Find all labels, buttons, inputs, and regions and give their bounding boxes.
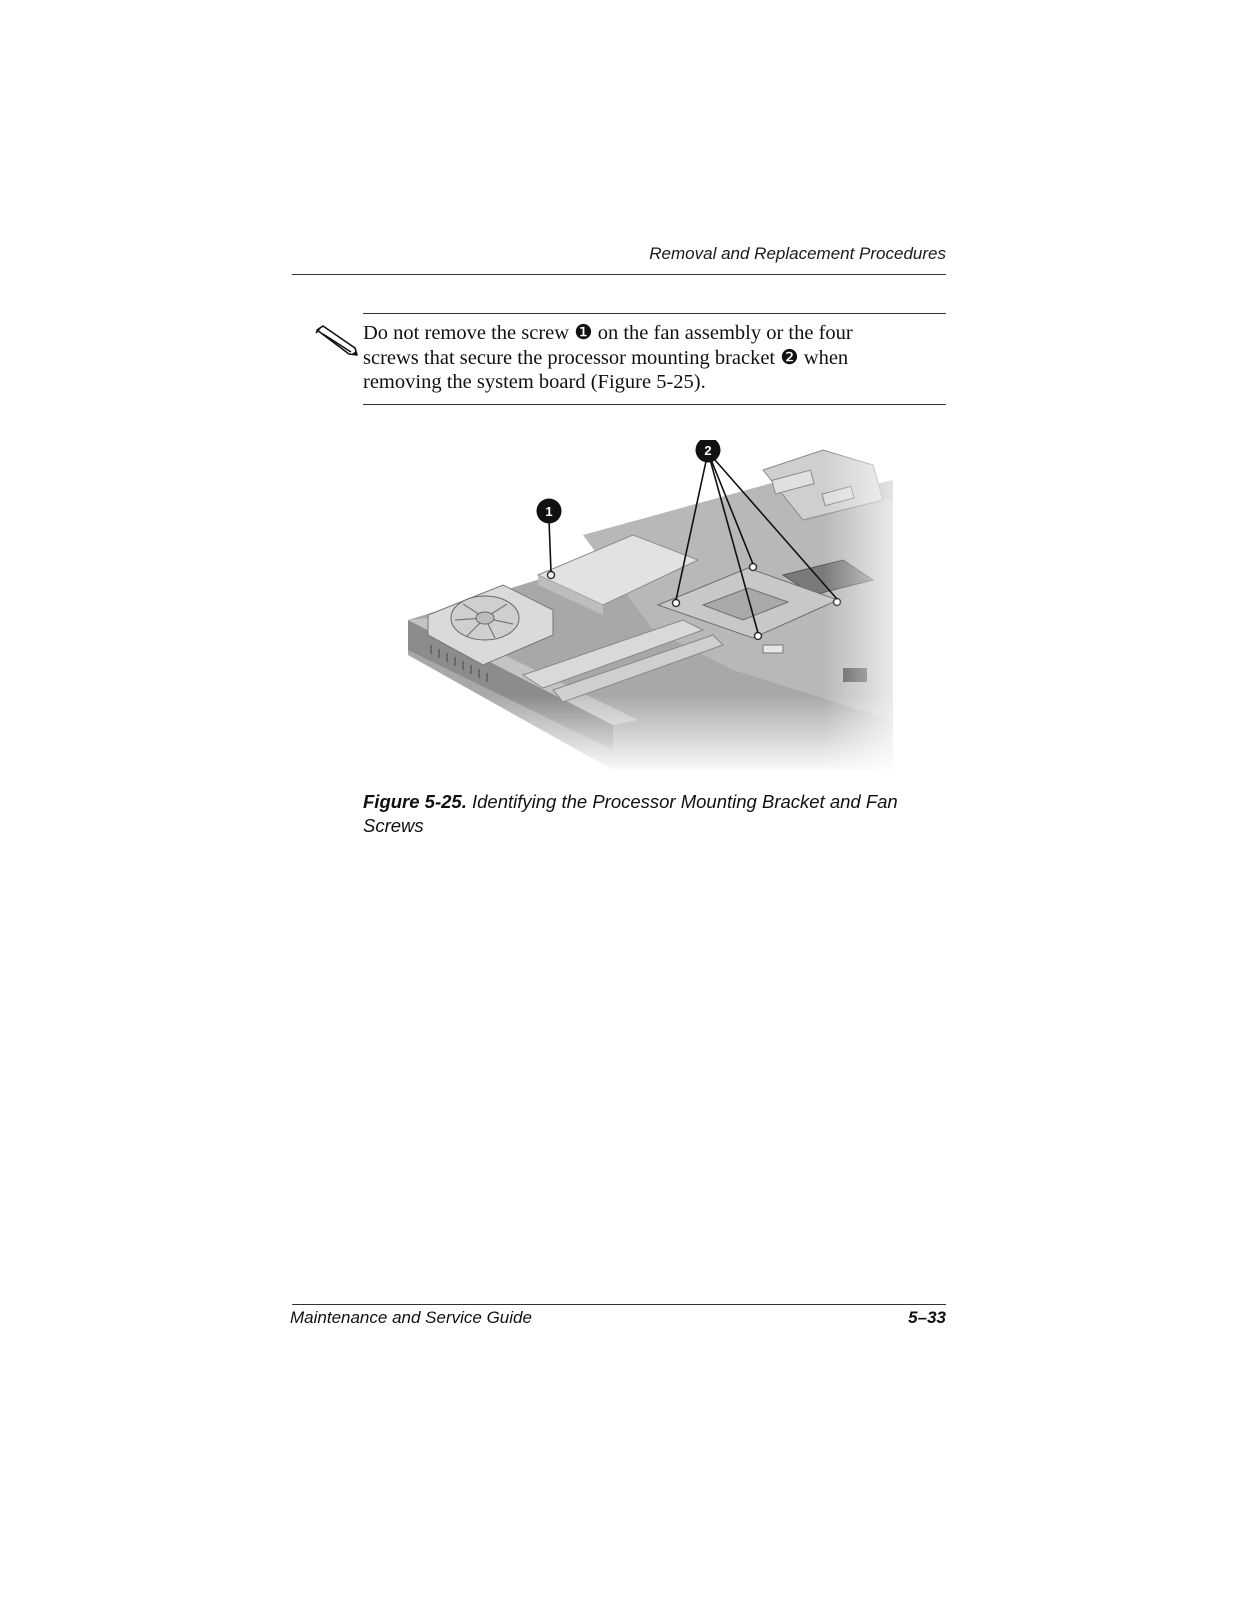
note-line: Do not remove the screw ❶ on the fan assembly or the four xyxy=(363,322,853,344)
fan-screw xyxy=(548,572,555,579)
caption-text: Identifying the Processor Mounting Bracket and Fan xyxy=(466,791,898,812)
figure-number: Figure 5-25. xyxy=(363,791,467,812)
callout-1-label: 1 xyxy=(545,504,553,519)
bracket-screw xyxy=(673,600,680,607)
running-header: Removal and Replacement Procedures xyxy=(649,244,946,263)
pencil-note-icon xyxy=(311,324,361,358)
note-line: removing the system board (Figure 5-25). xyxy=(363,371,706,393)
footer-guide-title: Maintenance and Service Guide xyxy=(290,1308,532,1327)
callout-2 xyxy=(696,440,721,463)
note-line: screws that secure the processor mounting bracket ❷ when xyxy=(363,346,849,369)
note-rule-bottom xyxy=(363,404,946,405)
caption-text-continued: Screws xyxy=(363,815,424,836)
system-board-illustration xyxy=(403,440,923,775)
bracket-screw xyxy=(755,633,762,640)
callout-1 xyxy=(537,499,562,524)
page-number: 5–33 xyxy=(908,1308,946,1327)
note-text xyxy=(363,321,953,395)
footer-rule xyxy=(292,1304,946,1305)
note-rule-top xyxy=(363,313,946,314)
bracket-screw xyxy=(750,564,757,571)
header-rule xyxy=(292,274,946,275)
callout-2-label: 2 xyxy=(704,443,712,458)
figure-caption xyxy=(363,790,953,838)
